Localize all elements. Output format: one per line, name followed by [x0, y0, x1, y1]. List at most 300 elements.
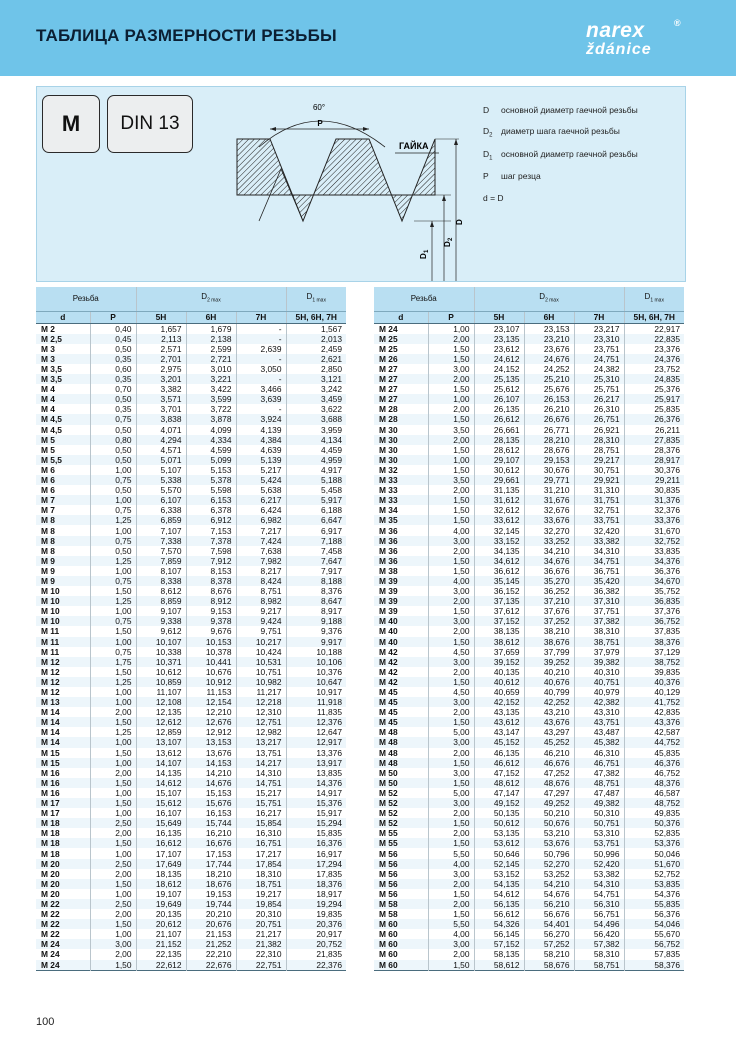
table-cell: 3,00: [428, 737, 474, 747]
table-cell: M 28: [374, 404, 428, 414]
table-cell: 1,00: [90, 637, 136, 647]
table-row: [36, 546, 346, 556]
thread-table-left: [36, 287, 346, 971]
table-cell: 40,751: [574, 677, 624, 687]
table-cell: 36,676: [524, 566, 574, 576]
table-cell: 8,217: [236, 566, 286, 576]
col-7h: 7H: [236, 311, 286, 323]
d1-header: $D_{1 max}$: [286, 287, 346, 311]
table-row: [374, 546, 684, 556]
table-cell: 56,752: [624, 939, 684, 949]
table-cell: 0,50: [90, 485, 136, 495]
table-cell: 3,00: [428, 586, 474, 596]
table-row: [36, 667, 346, 677]
table-cell: M 22: [36, 899, 90, 909]
table-cell: M 16: [36, 768, 90, 778]
table-cell: 7,188: [286, 536, 346, 546]
table-cell: M 60: [374, 939, 428, 949]
table-cell: 4,599: [186, 445, 236, 455]
table-cell: 13,612: [136, 748, 186, 758]
table-cell: 1,25: [90, 556, 136, 566]
table-cell: M 10: [36, 606, 90, 616]
table-cell: 40,676: [524, 677, 574, 687]
table-row: [374, 687, 684, 697]
table-row: [374, 748, 684, 758]
table-cell: 6,153: [186, 495, 236, 505]
table-cell: M 39: [374, 596, 428, 606]
table-cell: 14,917: [286, 788, 346, 798]
table-cell: 40,376: [624, 677, 684, 687]
table-cell: 40,799: [524, 687, 574, 697]
table-cell: 54,751: [574, 889, 624, 899]
table-cell: 0,60: [90, 364, 136, 374]
table-cell: 1,25: [90, 727, 136, 737]
table-cell: 37,676: [524, 606, 574, 616]
table-cell: 1,50: [428, 495, 474, 505]
table-row: [374, 717, 684, 727]
table-cell: 0,75: [90, 536, 136, 546]
table-cell: 23,135: [474, 334, 524, 344]
table-cell: M 3,5: [36, 364, 90, 374]
table-cell: 45,152: [474, 737, 524, 747]
table-cell: 3,688: [286, 414, 346, 424]
table-row: [36, 556, 346, 566]
table-cell: 16,676: [186, 838, 236, 848]
table-cell: 31,135: [474, 485, 524, 495]
table-cell: 4,134: [286, 435, 346, 445]
table-cell: 13,676: [186, 748, 236, 758]
table-cell: 7,859: [136, 556, 186, 566]
table-cell: M 20: [36, 859, 90, 869]
table-cell: 17,153: [186, 848, 236, 858]
table-cell: 2,113: [136, 334, 186, 344]
table-cell: 18,676: [186, 879, 236, 889]
table-cell: 17,107: [136, 848, 186, 858]
table-cell: 19,744: [186, 899, 236, 909]
dim-sub-1: 1: [424, 249, 430, 253]
table-cell: 9,107: [136, 606, 186, 616]
table-cell: 7,458: [286, 546, 346, 556]
table-cell: 52,835: [624, 828, 684, 838]
table-row: [374, 707, 684, 717]
table-cell: 33,751: [574, 515, 624, 525]
table-cell: 43,297: [524, 727, 574, 737]
table-cell: 10,751: [236, 667, 286, 677]
table-cell: 22,210: [186, 949, 236, 959]
table-cell: M 10: [36, 616, 90, 626]
table-cell: 17,744: [186, 859, 236, 869]
table-cell: 2,00: [90, 828, 136, 838]
table-cell: 4,50: [428, 647, 474, 657]
table-cell: 45,252: [524, 737, 574, 747]
table-cell: 50,135: [474, 808, 524, 818]
table-cell: 2,00: [428, 596, 474, 606]
table-cell: M 27: [374, 394, 428, 404]
table-cell: 56,676: [524, 909, 574, 919]
table-cell: -: [236, 404, 286, 414]
table-cell: 14,751: [236, 778, 286, 788]
table-cell: 2,975: [136, 364, 186, 374]
table-row: [374, 384, 684, 394]
table-cell: 28,310: [574, 435, 624, 445]
table-cell: 10,338: [136, 647, 186, 657]
table-cell: 12,917: [286, 737, 346, 747]
table-cell: 31,376: [624, 495, 684, 505]
table-cell: M 25: [374, 344, 428, 354]
table-cell: M 56: [374, 859, 428, 869]
table-row: [374, 909, 684, 919]
table-cell: 5,217: [236, 465, 286, 475]
table-cell: 52,270: [524, 859, 574, 869]
table-row: [36, 727, 346, 737]
table-row: [36, 838, 346, 848]
table-cell: 0,75: [90, 647, 136, 657]
table-cell: 10,859: [136, 677, 186, 687]
table-cell: 34,751: [574, 556, 624, 566]
table-cell: 55,670: [624, 929, 684, 939]
table-cell: 31,612: [474, 495, 524, 505]
table-cell: 1,50: [428, 838, 474, 848]
table-cell: 15,107: [136, 788, 186, 798]
table-cell: 5,598: [186, 485, 236, 495]
table-cell: 5,071: [136, 455, 186, 465]
table-cell: 5,338: [136, 475, 186, 485]
table-row: [374, 788, 684, 798]
table-cell: 36,752: [624, 616, 684, 626]
table-cell: 52,145: [474, 859, 524, 869]
table-cell: 3,00: [428, 798, 474, 808]
table-cell: 0,50: [90, 344, 136, 354]
table-cell: 11,835: [286, 707, 346, 717]
table-cell: 5,188: [286, 475, 346, 485]
table-cell: 11,153: [186, 687, 236, 697]
table-row: [374, 838, 684, 848]
table-cell: 1,00: [90, 566, 136, 576]
table-cell: 3,201: [136, 374, 186, 384]
table-cell: 3,50: [428, 475, 474, 485]
table-cell: M 36: [374, 525, 428, 535]
table-cell: 15,376: [286, 798, 346, 808]
table-row: [36, 536, 346, 546]
table-cell: 50,046: [624, 848, 684, 858]
table-cell: M 60: [374, 919, 428, 929]
nut-profile: [237, 139, 435, 221]
table-cell: 2,701: [136, 354, 186, 364]
table-row: [374, 869, 684, 879]
table-cell: 1,00: [90, 495, 136, 505]
table-row: [36, 939, 346, 949]
table-cell: 2,00: [428, 334, 474, 344]
table-cell: 28,751: [574, 445, 624, 455]
table-cell: 2,00: [90, 949, 136, 959]
thread-table-right: [374, 287, 684, 971]
table-cell: 19,107: [136, 889, 186, 899]
table-cell: 10,217: [236, 637, 286, 647]
table-cell: 3,422: [186, 384, 236, 394]
table-row: [36, 445, 346, 455]
table-row: [374, 374, 684, 384]
table-cell: 1,50: [428, 414, 474, 424]
table-cell: 3,00: [428, 616, 474, 626]
table-cell: 1,50: [428, 909, 474, 919]
table-row: [374, 616, 684, 626]
table-cell: 23,376: [624, 344, 684, 354]
table-cell: 2,00: [90, 869, 136, 879]
thread-header: Резьба: [36, 287, 136, 311]
table-cell: 12,376: [286, 717, 346, 727]
table-row: [36, 697, 346, 707]
table-cell: 23,210: [524, 334, 574, 344]
table-row: [374, 727, 684, 737]
table-row: [36, 737, 346, 747]
table-cell: 2,00: [428, 748, 474, 758]
table-cell: M 11: [36, 647, 90, 657]
table-cell: 23,217: [574, 323, 624, 334]
table-cell: 2,50: [90, 899, 136, 909]
table-cell: 1,00: [90, 848, 136, 858]
table-row: [36, 525, 346, 535]
table-row: [374, 960, 684, 971]
table-cell: 53,376: [624, 838, 684, 848]
table-cell: 56,135: [474, 899, 524, 909]
table-cell: 2,138: [186, 334, 236, 344]
table-cell: 10,153: [186, 637, 236, 647]
table-cell: 9,376: [286, 626, 346, 636]
table-cell: 1,50: [428, 515, 474, 525]
table-cell: 6,188: [286, 505, 346, 515]
table-cell: 12,310: [236, 707, 286, 717]
table-cell: 7,217: [236, 525, 286, 535]
table-cell: M 4: [36, 384, 90, 394]
table-cell: 1,50: [428, 889, 474, 899]
table-cell: 49,382: [574, 798, 624, 808]
table-cell: 8,912: [186, 596, 236, 606]
table-cell: 37,659: [474, 647, 524, 657]
table-cell: 1,00: [90, 525, 136, 535]
table-row: [374, 525, 684, 535]
col-d1: 5H, 6H, 7H: [286, 311, 346, 323]
table-cell: 7,598: [186, 546, 236, 556]
table-cell: 5,424: [236, 475, 286, 485]
table-cell: 12,647: [286, 727, 346, 737]
table-row: [374, 697, 684, 707]
table-cell: M 42: [374, 657, 428, 667]
table-cell: M 56: [374, 848, 428, 858]
table-row: [374, 737, 684, 747]
table-cell: 3,010: [186, 364, 236, 374]
table-cell: 3,639: [236, 394, 286, 404]
table-cell: M 39: [374, 586, 428, 596]
table-cell: 36,152: [474, 586, 524, 596]
table-cell: 40,659: [474, 687, 524, 697]
table-cell: 2,00: [428, 435, 474, 445]
table-row: [374, 364, 684, 374]
table-cell: 16,310: [236, 828, 286, 838]
table-cell: 10,441: [186, 657, 236, 667]
table-cell: M 24: [36, 939, 90, 949]
table-cell: 1,00: [90, 737, 136, 747]
table-cell: M 40: [374, 637, 428, 647]
table-cell: 4,00: [428, 576, 474, 586]
table-cell: M 38: [374, 566, 428, 576]
table-cell: 36,612: [474, 566, 524, 576]
table-row: [374, 455, 684, 465]
table-cell: M 50: [374, 778, 428, 788]
table-cell: 29,661: [474, 475, 524, 485]
angle-label: 60°: [312, 103, 326, 112]
table-cell: 12,218: [236, 697, 286, 707]
table-cell: -: [236, 354, 286, 364]
table-row: [36, 404, 346, 414]
table-cell: M 28: [374, 414, 428, 424]
table-cell: 37,135: [474, 596, 524, 606]
table-cell: 30,751: [574, 465, 624, 475]
table-cell: 1,50: [90, 586, 136, 596]
table-cell: M 48: [374, 758, 428, 768]
table-cell: 52,752: [624, 869, 684, 879]
table-cell: M 33: [374, 495, 428, 505]
table-cell: M 48: [374, 748, 428, 758]
table-row: [36, 748, 346, 758]
table-row: [36, 364, 346, 374]
table-cell: 40,310: [574, 667, 624, 677]
table-cell: M 12: [36, 657, 90, 667]
table-cell: 53,835: [624, 879, 684, 889]
table-cell: 18,135: [136, 869, 186, 879]
table-cell: 23,153: [524, 323, 574, 334]
table-cell: 10,107: [136, 637, 186, 647]
table-cell: 40,129: [624, 687, 684, 697]
table-cell: 1,00: [90, 808, 136, 818]
table-cell: 32,752: [624, 536, 684, 546]
table-cell: M 48: [374, 727, 428, 737]
table-cell: 43,147: [474, 727, 524, 737]
table-cell: 27,835: [624, 435, 684, 445]
table-cell: 8,676: [186, 586, 236, 596]
table-cell: 31,210: [524, 485, 574, 495]
table-cell: 42,152: [474, 697, 524, 707]
table-cell: 30,676: [524, 465, 574, 475]
table-cell: M 39: [374, 606, 428, 616]
table-cell: M 50: [374, 768, 428, 778]
table-cell: 10,106: [286, 657, 346, 667]
table-cell: 6,107: [136, 495, 186, 505]
table-cell: 25,676: [524, 384, 574, 394]
table-cell: 16,376: [286, 838, 346, 848]
table-cell: 38,612: [474, 637, 524, 647]
table-cell: M 3: [36, 354, 90, 364]
table-cell: 25,135: [474, 374, 524, 384]
table-cell: M 14: [36, 707, 90, 717]
table-cell: 6,424: [236, 505, 286, 515]
table-cell: 1,50: [90, 667, 136, 677]
table-cell: M 60: [374, 949, 428, 959]
table-cell: M 18: [36, 848, 90, 858]
table-cell: M 7: [36, 495, 90, 505]
table-row: [36, 354, 346, 364]
table-cell: 1,50: [428, 717, 474, 727]
table-cell: 4,00: [428, 859, 474, 869]
table-cell: 35,420: [574, 576, 624, 586]
table-cell: 37,310: [574, 596, 624, 606]
table-cell: M 14: [36, 717, 90, 727]
table-cell: 26,153: [524, 394, 574, 404]
table-cell: 37,382: [574, 616, 624, 626]
table-cell: 21,252: [186, 939, 236, 949]
table-cell: M 20: [36, 889, 90, 899]
table-row: [374, 859, 684, 869]
table-cell: M 40: [374, 616, 428, 626]
table-cell: M 3,5: [36, 374, 90, 384]
table-cell: 48,376: [624, 778, 684, 788]
table-cell: 50,751: [574, 818, 624, 828]
table-cell: 5,638: [236, 485, 286, 495]
table-cell: 31,670: [624, 525, 684, 535]
table-cell: 18,751: [236, 879, 286, 889]
table-cell: 6,982: [236, 515, 286, 525]
table-cell: 32,751: [574, 505, 624, 515]
table-cell: 2,50: [90, 818, 136, 828]
table-cell: M 60: [374, 960, 428, 971]
table-cell: 46,676: [524, 758, 574, 768]
table-cell: 13,376: [286, 748, 346, 758]
table-cell: 17,854: [236, 859, 286, 869]
table-cell: M 10: [36, 596, 90, 606]
table-cell: 5,107: [136, 465, 186, 475]
table-cell: 1,25: [90, 515, 136, 525]
table-cell: 56,210: [524, 899, 574, 909]
table-cell: 37,979: [574, 647, 624, 657]
table-cell: M 16: [36, 778, 90, 788]
table-cell: 21,153: [186, 929, 236, 939]
table-row: [374, 798, 684, 808]
table-row: [36, 586, 346, 596]
table-cell: 2,599: [186, 344, 236, 354]
table-row: [374, 596, 684, 606]
col-5h: 5H: [474, 311, 524, 323]
table-cell: 21,107: [136, 929, 186, 939]
table-cell: 3,459: [286, 394, 346, 404]
table-cell: 15,294: [286, 818, 346, 828]
table-cell: 44,752: [624, 737, 684, 747]
col-d: d: [374, 311, 428, 323]
table-cell: 1,50: [428, 445, 474, 455]
table-row: [36, 859, 346, 869]
d1-header: $D_{1 max}$: [624, 287, 684, 311]
table-cell: 1,00: [428, 323, 474, 334]
table-cell: 22,612: [136, 960, 186, 971]
table-row: [374, 576, 684, 586]
table-row: [36, 495, 346, 505]
table-cell: 2,00: [90, 768, 136, 778]
table-cell: M 7: [36, 505, 90, 515]
dim-sub-2: 2: [448, 237, 454, 241]
col-6h: 6H: [186, 311, 236, 323]
table-cell: 56,420: [574, 929, 624, 939]
narex-logo: [584, 18, 684, 64]
table-row: [374, 515, 684, 525]
table-cell: 28,135: [474, 435, 524, 445]
table-cell: M 55: [374, 838, 428, 848]
table-cell: 36,382: [574, 586, 624, 596]
table-cell: 32,420: [574, 525, 624, 535]
table-cell: M 4: [36, 394, 90, 404]
dim-label-d: D: [455, 219, 464, 225]
table-row: [36, 960, 346, 971]
table-cell: 32,376: [624, 505, 684, 515]
table-cell: 48,676: [524, 778, 574, 788]
table-cell: 5,139: [236, 455, 286, 465]
